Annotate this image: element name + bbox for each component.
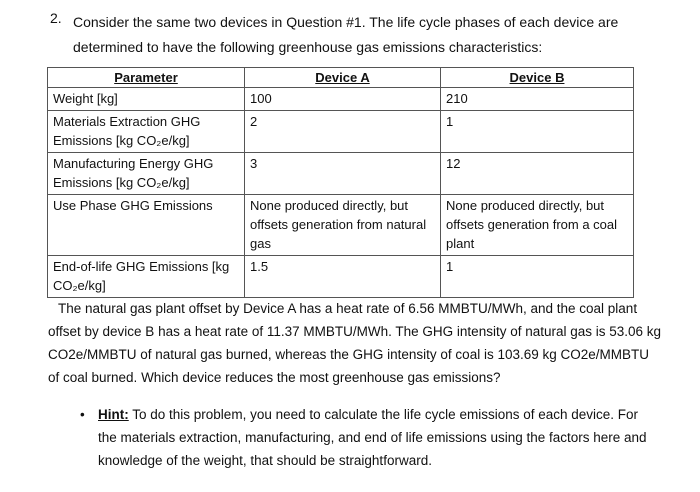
paragraph-text: The natural gas plant offset by Device A has a heat rate of 6.56 MMBTU/MWh, and the coal plant offset by device B has a heat rate of 11.37 MMBTU/MWh. The GHG intensity of natural gas is 53.06 kg CO2e/MMBTU of natural gas burned, whereas the GHG intensity of coal is 103.69 kg CO2e/MMBTU of coal burned. Which device reduces the most greenhouse gas emissions? (48, 301, 662, 385)
cell-device-b: 1 (441, 256, 634, 298)
cell-device-b: 12 (441, 153, 634, 195)
table-row (48, 195, 634, 256)
cell-device-a: None produced directly, but offsets generation from natural gas (245, 195, 441, 256)
cell-device-a: 1.5 (245, 256, 441, 298)
hint-text: To do this problem, you need to calculate the life cycle emissions of each device. For the materials extraction, manufacturing, and end of life emissions using the factors here and knowledge of the weight, that should be straightforward. (98, 407, 647, 468)
question-text: Consider the same two devices in Question #1. The life cycle phases of each device are determined to have the following greenhouse gas emissions characteristics: (73, 14, 619, 55)
header-parameter: Parameter (48, 68, 245, 88)
header-device-a: Device A (245, 68, 441, 88)
cell-parameter: Use Phase GHG Emissions (48, 195, 245, 256)
cell-device-a: 100 (245, 88, 441, 111)
table-row (48, 153, 634, 195)
cell-parameter: Manufacturing Energy GHG Emissions [kg CO₂e/kg] (48, 153, 245, 195)
table-header-row (48, 68, 634, 88)
table-row (48, 256, 634, 298)
bullet-icon: • (80, 407, 85, 422)
cell-parameter: Materials Extraction GHG Emissions [kg CO₂e/kg] (48, 111, 245, 153)
table-row (48, 88, 634, 111)
cell-device-a: 3 (245, 153, 441, 195)
question-number: 2. (50, 10, 62, 26)
cell-device-b: 210 (441, 88, 634, 111)
cell-parameter: Weight [kg] (48, 88, 245, 111)
table-row (48, 111, 634, 153)
parameters-table (47, 67, 634, 298)
cell-device-b: None produced directly, but offsets generation from a coal plant (441, 195, 634, 256)
cell-device-a: 2 (245, 111, 441, 153)
header-device-b: Device B (441, 68, 634, 88)
cell-device-b: 1 (441, 111, 634, 153)
cell-parameter: End-of-life GHG Emissions [kg CO₂e/kg] (48, 256, 245, 298)
hint-block (98, 403, 658, 472)
hint-label: Hint: (98, 407, 129, 422)
problem-paragraph (48, 297, 663, 389)
